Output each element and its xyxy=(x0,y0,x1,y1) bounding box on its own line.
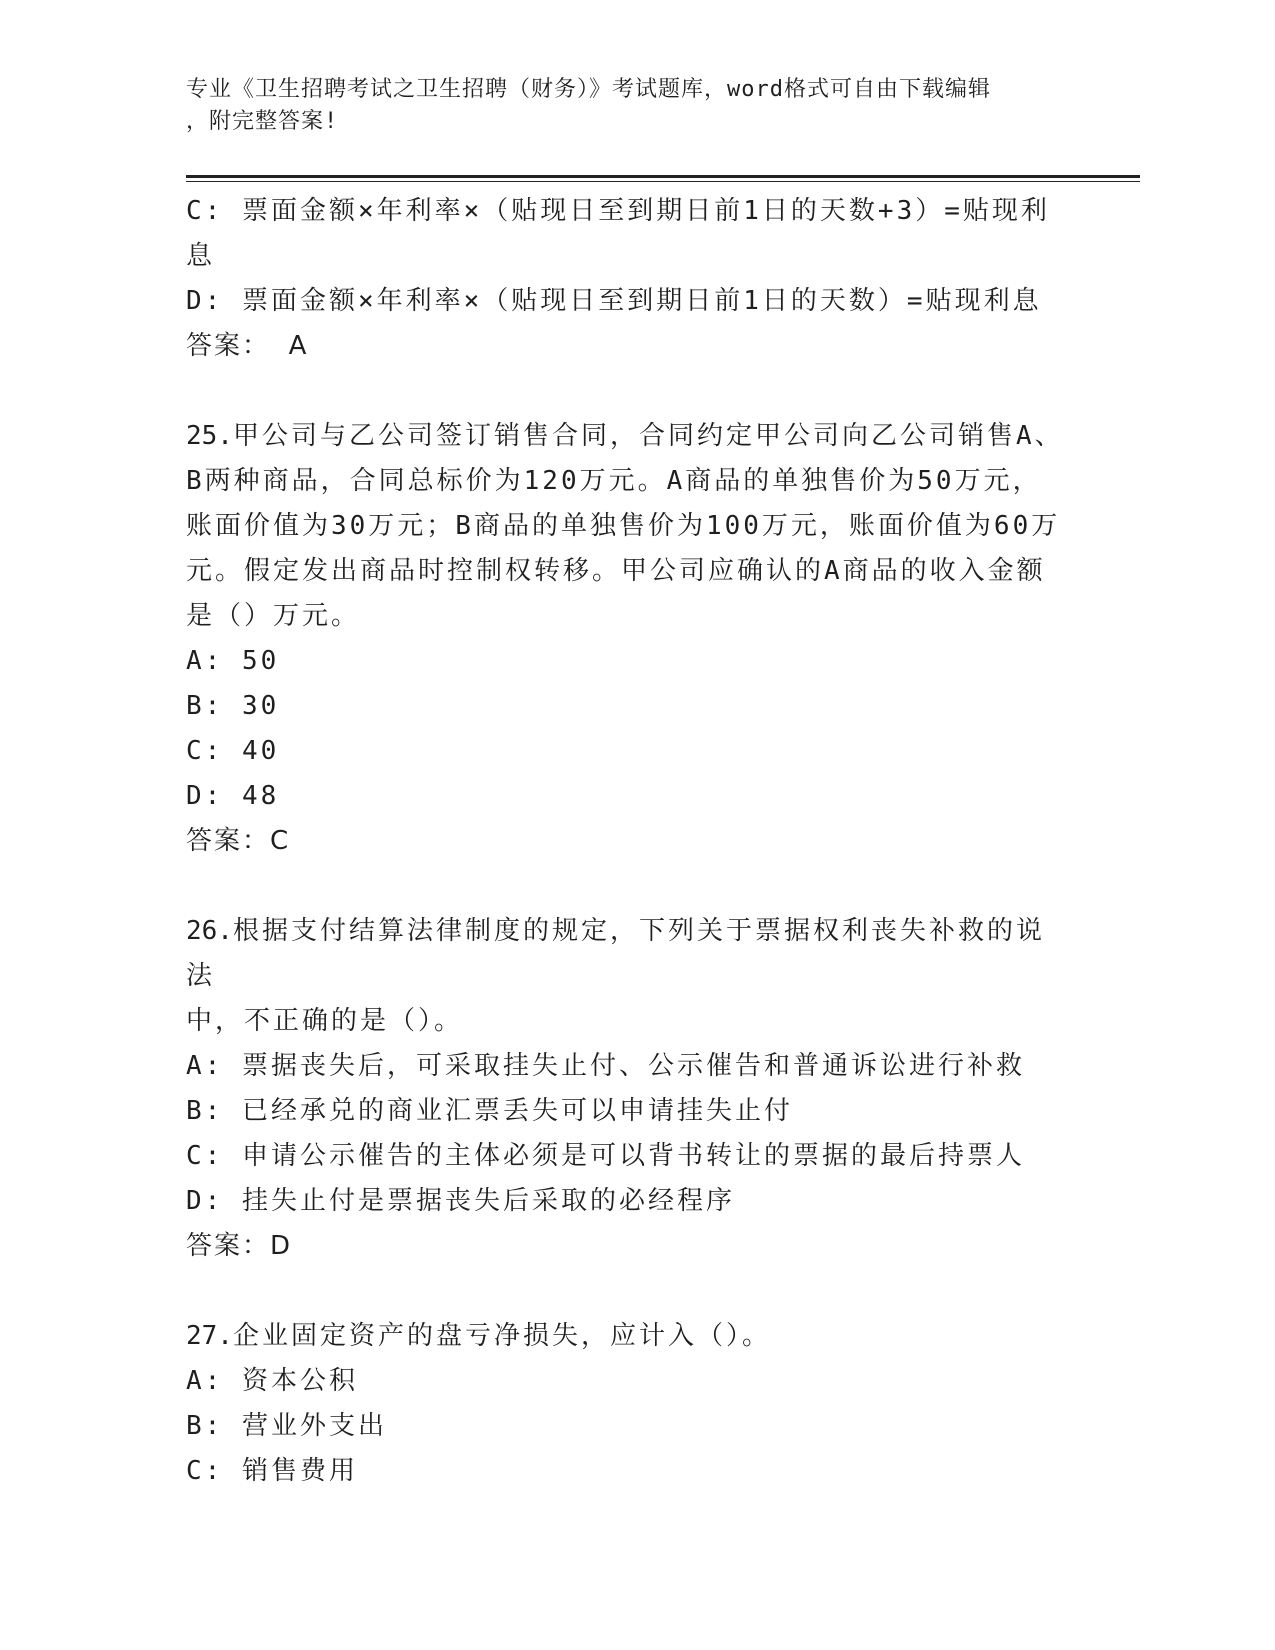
question-27 xyxy=(186,1314,1066,1494)
header-divider-thin xyxy=(186,181,1140,182)
question-stem-line: 账面价值为30万元；B商品的单独售价为100万元，账面价值为60万 xyxy=(186,511,1061,541)
option-b xyxy=(186,684,1066,729)
option-b xyxy=(186,1404,1066,1449)
question-stem-line: B两种商品，合同总标价为120万元。A商品的单独售价为50万元， xyxy=(186,466,1042,496)
option-c xyxy=(186,1449,1066,1494)
option-text: 50 xyxy=(241,646,280,676)
option-label: C: xyxy=(186,1141,224,1171)
option-text: 48 xyxy=(241,781,280,811)
option-c xyxy=(186,729,1066,774)
option-text: 资本公积 xyxy=(241,1366,358,1396)
option-text: 营业外支出 xyxy=(241,1411,387,1441)
option-b xyxy=(186,1089,1066,1134)
question-26 xyxy=(186,909,1066,1269)
answer-line xyxy=(186,819,1066,864)
answer-value: D xyxy=(270,1231,294,1261)
question-number: 27. xyxy=(186,1321,233,1351)
option-c xyxy=(186,189,1066,234)
header-line-1: 专业《卫生招聘考试之卫生招聘（财务）》考试题库，word格式可自由下载编辑 xyxy=(186,77,991,102)
answer-value: C xyxy=(270,826,292,856)
option-a xyxy=(186,1359,1066,1404)
option-label: C: xyxy=(186,736,224,766)
option-label: D: xyxy=(186,1186,224,1216)
option-text: 申请公示催告的主体必须是可以背书转让的票据的最后持票人 xyxy=(241,1141,1025,1171)
question-stem-line: 26.根据支付结算法律制度的规定，下列关于票据权利丧失补救的说法 xyxy=(186,916,1045,991)
answer-line xyxy=(186,1224,1066,1269)
question-stem-line: 是（）万元。 xyxy=(186,601,361,631)
option-label: D: xyxy=(186,286,224,316)
question-stem-line: 中，不正确的是（）。 xyxy=(186,1006,464,1036)
option-label: A: xyxy=(186,1051,224,1081)
option-label: B: xyxy=(186,1411,224,1441)
option-d xyxy=(186,279,1066,324)
option-label: B: xyxy=(186,691,224,721)
question-stem-line: 27.企业固定资产的盘亏净损失，应计入（）。 xyxy=(186,1321,771,1351)
option-label: B: xyxy=(186,1096,224,1126)
option-c xyxy=(186,1134,1066,1179)
option-text: 已经承兑的商业汇票丢失可以申请挂失止付 xyxy=(241,1096,793,1126)
option-text: 销售费用 xyxy=(241,1456,358,1486)
question-number: 25. xyxy=(186,421,233,451)
answer-label: 答案： xyxy=(186,1231,271,1261)
option-c-continued: 息 xyxy=(186,241,216,271)
question-24-continuation xyxy=(186,189,1066,369)
answer-label: 答案： xyxy=(186,826,271,856)
answer-label: 答案： xyxy=(186,331,271,361)
option-text: 票据丧失后，可采取挂失止付、公示催告和普通诉讼进行补救 xyxy=(241,1051,1025,1081)
header-line-2: ，附完整答案! xyxy=(186,109,339,134)
option-label: C: xyxy=(186,196,224,226)
option-d xyxy=(186,774,1066,819)
document-header xyxy=(186,74,1066,138)
option-label: C: xyxy=(186,1456,224,1486)
spacer xyxy=(186,864,1066,909)
option-text: 票面金额×年利率×（贴现日至到期日前1日的天数+3）=贴现利 xyxy=(241,196,1050,226)
option-label: A: xyxy=(186,1366,224,1396)
question-number: 26. xyxy=(186,916,233,946)
spacer xyxy=(186,1269,1066,1314)
option-text: 30 xyxy=(241,691,280,721)
option-text: 挂失止付是票据丧失后采取的必经程序 xyxy=(241,1186,735,1216)
option-label: D: xyxy=(186,781,224,811)
answer-line xyxy=(186,324,1066,369)
document-body xyxy=(186,189,1066,1494)
option-a xyxy=(186,1044,1066,1089)
option-a xyxy=(186,639,1066,684)
header-divider-thick xyxy=(186,175,1140,178)
question-stem-line: 元。假定发出商品时控制权转移。甲公司应确认的A商品的收入金额 xyxy=(186,556,1046,586)
option-text: 票面金额×年利率×（贴现日至到期日前1日的天数）=贴现利息 xyxy=(241,286,1042,316)
question-25 xyxy=(186,414,1066,864)
question-stem-line: 25.甲公司与乙公司签订销售合同，合同约定甲公司向乙公司销售A、 xyxy=(186,421,1064,451)
option-label: A: xyxy=(186,646,224,676)
option-d xyxy=(186,1179,1066,1224)
spacer xyxy=(186,369,1066,414)
answer-value: A xyxy=(288,331,310,361)
option-text: 40 xyxy=(241,736,280,766)
